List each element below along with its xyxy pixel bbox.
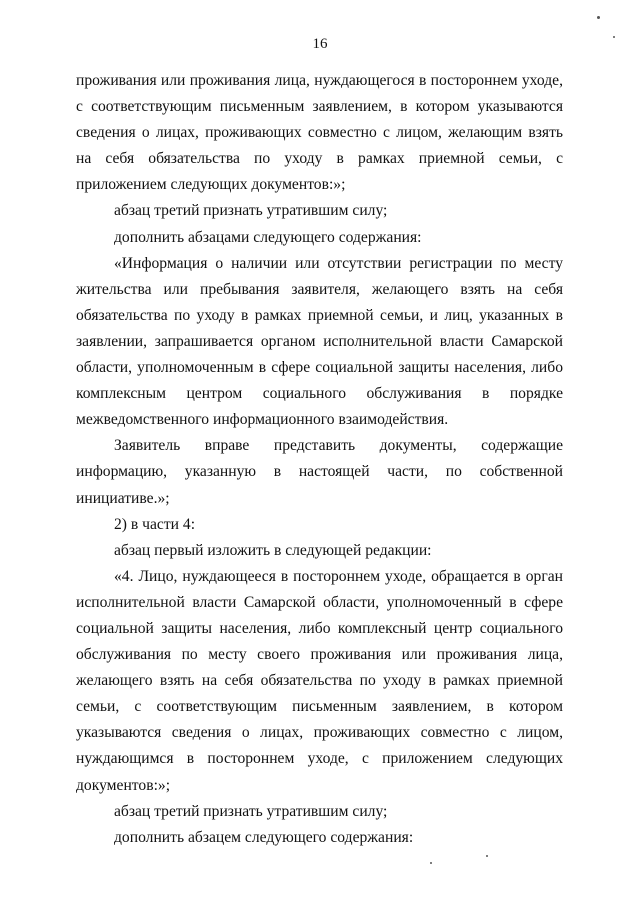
paragraph: дополнить абзацем следующего содержания: xyxy=(114,828,414,846)
page-number: 16 xyxy=(312,36,328,52)
scan-speck xyxy=(597,16,600,19)
paragraph: «Информация о наличии или отсутствии регистрации по месту жительства или пребывания заявителя, желающего взять на себя обязательства по уходу в рамках приемной семьи, и лиц, указанных в заявлении, запрашивается органом исполнительной власти Самарской области, уполномоченным в сфере социальной защиты населения, либо комплексным центром социального обслуживания в порядке межведомственного информационного взаимодействия. xyxy=(76,254,563,429)
paragraph: проживания или проживания лица, нуждающегося в постороннем уходе, с соответствующим письменным заявлением, в котором указываются сведения о лицах, проживающих совместно с лицом, желающим взять на себя обязательства по уходу в рамках приемной семьи, с приложением следующих документов:»; xyxy=(76,72,563,194)
scan-speck xyxy=(486,855,488,857)
paragraph: «4. Лицо, нуждающееся в постороннем уходе, обращается в орган исполнительной власти Самарской области, уполномоченный в сфере социальной защиты населения, либо комплексный центр социального обслуживания по месту своего проживания или проживания лица, желающего взять на себя обязательства по уходу в рамках приемной семьи, с соответствующим письменным заявлением, в котором указываются сведения о лицах, проживающих совместно с лицом, нуждающимся в постороннем уходе, с приложением следующих документов:»; xyxy=(76,567,563,794)
paragraph: абзац третий признать утратившим силу; xyxy=(114,802,388,820)
scan-speck xyxy=(430,862,432,864)
paragraph: абзац первый изложить в следующей редакции: xyxy=(114,541,432,559)
paragraph: абзац третий признать утратившим силу; xyxy=(114,202,388,220)
document-body xyxy=(76,68,563,851)
paragraph: дополнить абзацами следующего содержания: xyxy=(114,228,422,246)
scan-speck xyxy=(613,36,615,38)
paragraph: 2) в части 4: xyxy=(114,515,196,533)
paragraph: Заявитель вправе представить документы, содержащие информацию, указанную в настоящей части, по собственной инициативе.»; xyxy=(76,437,563,507)
